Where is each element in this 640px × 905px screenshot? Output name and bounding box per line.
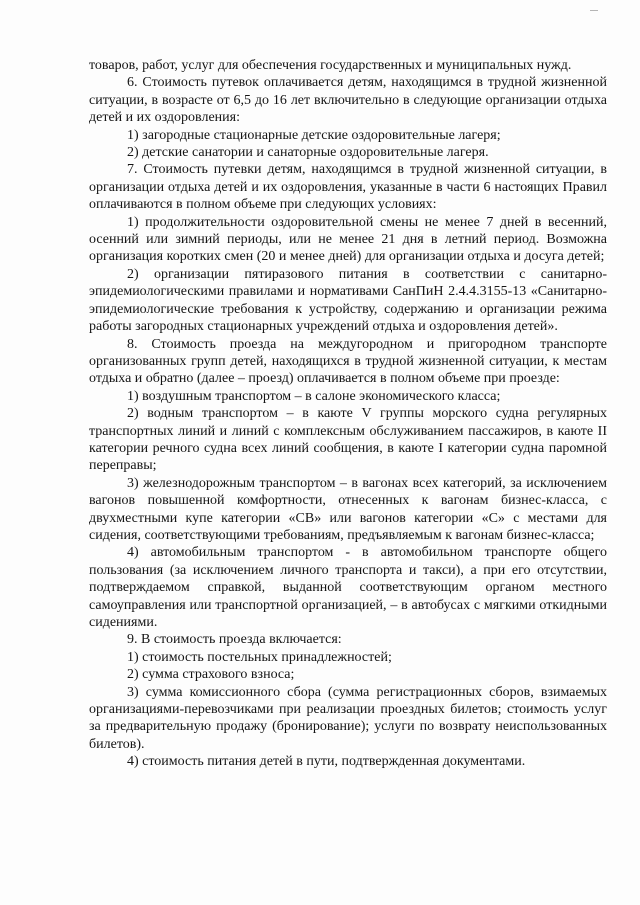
paragraph-continuation: товаров, работ, услуг для обеспечения государственных и муниципальных нужд. <box>89 58 572 73</box>
paragraph-clause-9-item-3: 3) сумма комиссионного сбора (сумма регистрационных сборов, взимаемых организациями-перевозчиками при реализации проездных билетов; стоимость услуг за предварительную продажу (бронирование); услуги по возврату неиспользованных билетов). <box>89 684 607 752</box>
paragraph-clause-7: 7. Стоимость путевки детям, находящимся в трудной жизненной ситуации, в организации отдыха детей и их оздоровления, указанные в части 6 настоящих Правил оплачиваются в полном объеме при следующих условиях: <box>89 162 607 213</box>
paragraph-clause-9: 9. В стоимость проезда включается: <box>127 632 342 648</box>
paragraph-clause-8: 8. Стоимость проезда на междугородном и пригородном транспорте организованных групп детей, находящихся в трудной жизненной ситуации, к местам отдыха и обратно (далее – проезд) оплачивается в полном объеме при проезде: <box>89 336 607 387</box>
paragraph-clause-7-item-2: 2) организации пятиразового питания в соответствии с санитарно-эпидемиологическими правилами и нормативами СанПиН 2.4.4.3155-13 «Санитарно-эпидемиологические требования к устройству, содержанию и организации режима работы загородных стационарных учреждений отдыха и оздоровления детей». <box>89 266 607 335</box>
paragraph-clause-9-item-4: 4) стоимость питания детей в пути, подтвержденная документами. <box>127 754 526 770</box>
paragraph-clause-6: 6. Стоимость путевок оплачивается детям, находящимся в трудной жизненной ситуации, в возрасте от 6,5 до 16 лет включительно в следующие организации отдыха детей и их оздоровления: <box>89 75 607 126</box>
paragraph-clause-6-item-1: 1) загородные стационарные детские оздоровительные лагеря; <box>127 127 501 143</box>
paragraph-clause-9-item-2: 2) сумма страхового взноса; <box>127 667 295 683</box>
paragraph-clause-8-item-3: 3) железнодорожным транспортом – в вагонах всех категорий, за исключением вагонов повышенной комфортности, отнесенных к вагонам бизнес-класса, с двухместными купе категории «СВ» или вагонов категории «С» с местами для сидения, соответствующими требованиям, предъявляемым к вагонам бизнес-класса; <box>89 475 607 543</box>
paragraph-clause-8-item-4: 4) автомобильным транспортом - в автомобильном транспорте общего пользования (за исключением личного транспорта и такси), а при его отсутствии, подтверждаемом справкой, выданной соответствующим органом местного самоуправления или транспортной организацией, – в автобусах с мягкими откидными сидениями. <box>89 545 607 630</box>
paragraph-clause-7-item-1: 1) продолжительности оздоровительной смены не менее 7 дней в весенний, осенний или зимний периоды, или не менее 21 дня в летний период. Возможна организация коротких смен (20 и менее дней) для организации отдыха и досуга детей; <box>89 214 607 265</box>
paragraph-clause-8-item-2: 2) водным транспортом – в каюте V группы морского судна регулярных транспортных линий и линий с комплексным обслуживанием пассажиров, в каюте II категории речного судна всех линий сообщения, в каюте I категории судна паромной переправы; <box>89 406 607 474</box>
page-corner-mark <box>590 10 598 11</box>
paragraph-clause-6-item-2: 2) детские санатории и санаторные оздоровительные лагеря. <box>127 145 489 161</box>
document-body <box>89 57 607 771</box>
paragraph-clause-9-item-1: 1) стоимость постельных принадлежностей; <box>127 649 392 665</box>
paragraph-clause-8-item-1: 1) воздушным транспортом – в салоне экономического класса; <box>127 388 501 404</box>
